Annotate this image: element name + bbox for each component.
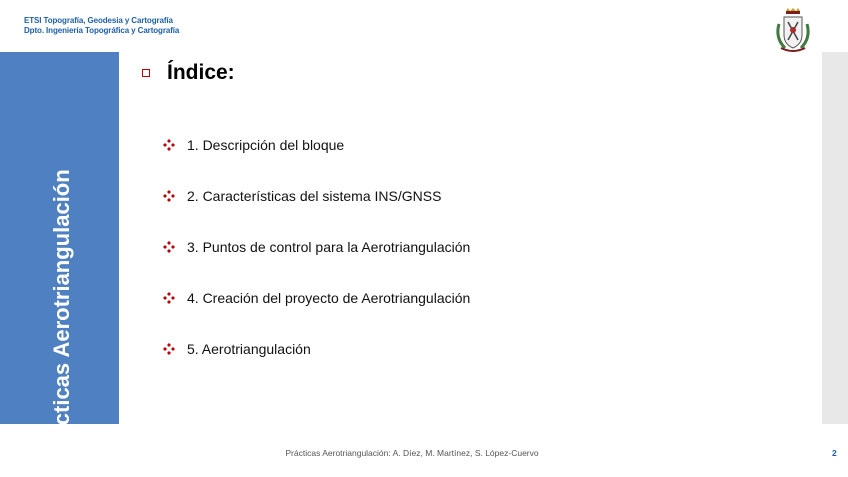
slide-title: Índice: xyxy=(167,61,235,84)
diamond-bullet-icon xyxy=(163,139,175,151)
diamond-bullet-icon xyxy=(163,241,175,253)
list-item xyxy=(163,235,470,259)
footer-credits: Prácticas Aerotriangulación: A. Díez, M. Martínez, S. López-Cuervo xyxy=(285,448,539,458)
list-item xyxy=(163,184,441,208)
list-item-label: 3. Puntos de control para la Aerotriangulación xyxy=(187,239,471,255)
list-item-label: 5. Aerotriangulación xyxy=(187,341,311,357)
university-crest-icon xyxy=(771,8,815,54)
list-item xyxy=(163,337,311,361)
right-decorative-band xyxy=(822,52,848,424)
diamond-bullet-icon xyxy=(163,190,175,202)
diamond-bullet-icon xyxy=(163,292,175,304)
list-item-label: 1. Descripción del bloque xyxy=(187,137,345,153)
institution-header xyxy=(24,16,179,36)
list-item xyxy=(163,286,470,310)
diamond-bullet-icon xyxy=(163,343,175,355)
list-item xyxy=(163,133,344,157)
school-name: ETSI Topografía, Geodesia y Cartografía xyxy=(24,16,173,25)
list-item-label: 4. Creación del proyecto de Aerotriangulación xyxy=(187,290,471,306)
list-item-label: 2. Características del sistema INS/GNSS xyxy=(187,188,442,204)
square-bullet-icon xyxy=(142,69,150,77)
page-number: 2 xyxy=(832,448,837,458)
department-name: Dpto. Ingeniería Topográfica y Cartografía xyxy=(24,26,180,35)
slide-title-row xyxy=(142,60,235,86)
sidebar-band xyxy=(0,52,119,461)
sidebar-title: Prácticas Aerotriangulación xyxy=(49,169,74,461)
